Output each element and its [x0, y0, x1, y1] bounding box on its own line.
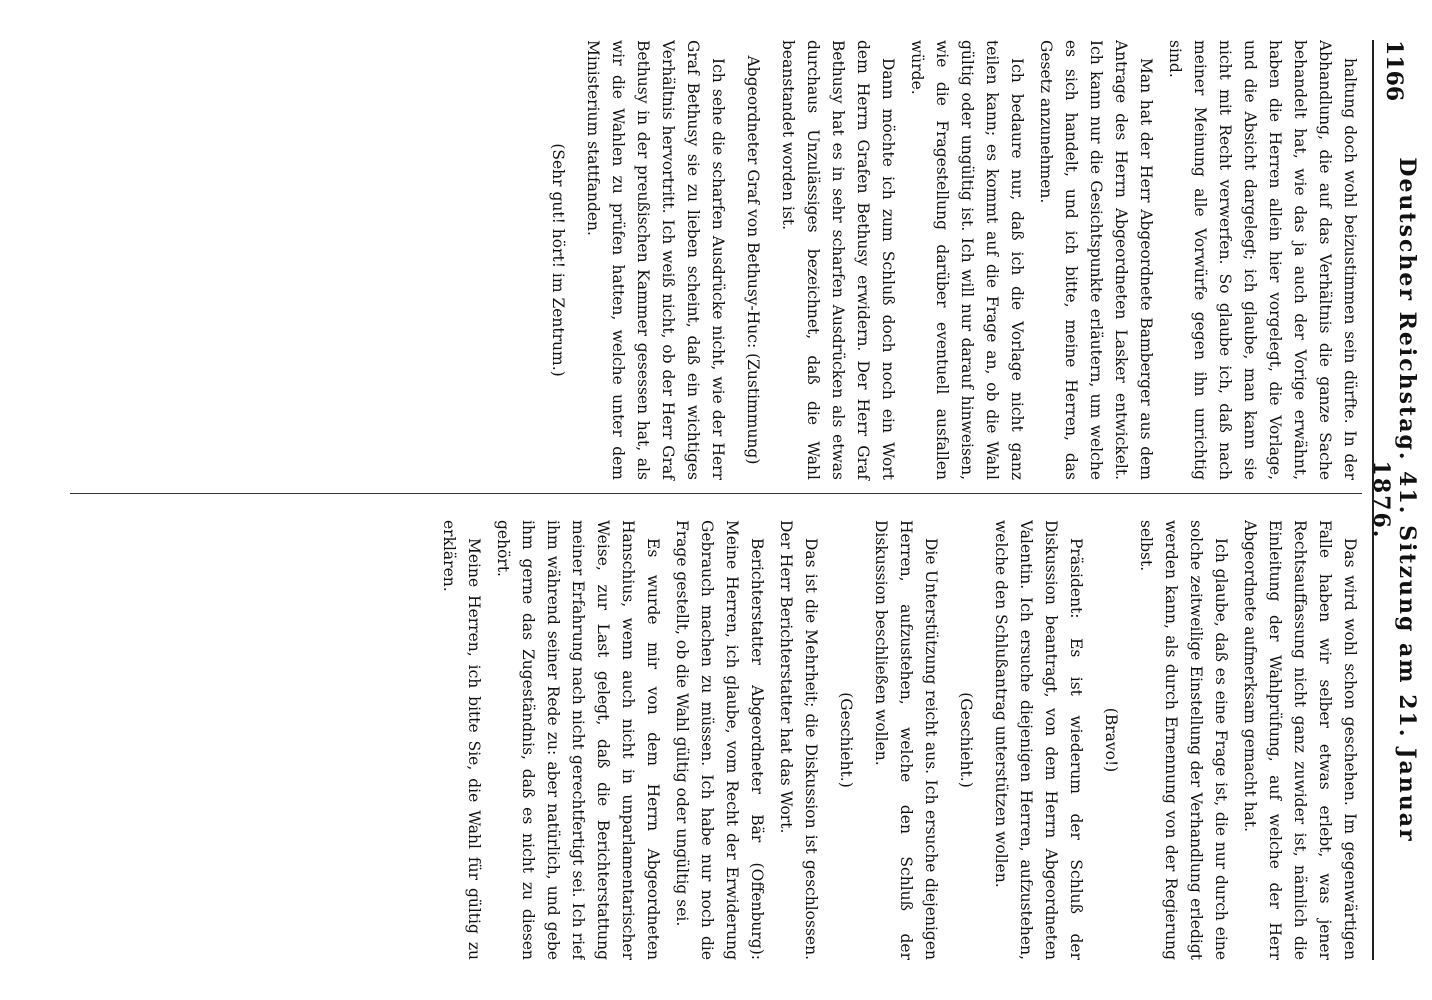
- paragraph: Das wird wohl schon geschehen. Im gegenwärtigen Falle haben wir selber etwas erlebt, was jener Rechtsauffassung nicht ganz zuwider ist, nämlich die Einleitung der Wahlprüfung, auf welche der Herr Abgeordnete aufmerksam gemacht hat.: [1241, 520, 1359, 960]
- stage-direction: (Geschieht.): [957, 692, 975, 788]
- applause: (Bravo!): [1102, 707, 1120, 773]
- column-left: [70, 40, 1362, 494]
- paragraph: Ich bedaure nur, daß ich die Vorlage nicht ganz teilen kann; es kommt auf die Frage an, ob die Wahl gültig oder ungültig ist. Ich will nur darauf hinweisen, wie die Fragestellung darüber eventuell ausfallen würde.: [908, 40, 1026, 480]
- paragraph: Es wurde mir von dem Herrn Abgeordneten Hanschius, wenn auch nicht in unparlamentarischer Weise, zur Last gelegt, daß die Berichterstattung meiner Erfahrung nach nicht gerechtfertigt sei. Ich rief ihm während seiner Rede zu: aber natürlich, und gebe ihm gerne das Zugeständnis, daß es nicht zu diesen gehört.: [494, 520, 662, 960]
- paragraph: Ich glaube, daß es eine Frage ist, die nur durch eine solche zeitweilige Einstellung der Verhandlung erledigt werden kann, als durch Ernennung von der Regierung selbst.: [1137, 520, 1230, 960]
- paragraph: haltung doch wohl beizustimmen sein dürfte. In der Abhandlung, die auf das Verhältnis die ganze Sache behandelt hat, wie das ja auch der Vorige erwähnt, haben die Herren allein hier vorgelegt, die Vorlage, und die Absicht dargelegt; ich glaube, man kann sie nicht mit Recht verwerfen. So glaube ich, daß nach meiner Meinung alle Vorwürfe gegen ihn unrichtig sind.: [1166, 40, 1359, 480]
- column-right: [70, 520, 1362, 960]
- paragraph: Ich sehe die scharfen Ausdrücke nicht, wie der Herr Graf Bethusy sie zu lieben scheint, daß ein wichtiges Verhältnis hervortritt. Ich weiß nicht, ob der Herr Graf Bethusy in der preußischen Kammer gesessen hat, als wir die Wahlen zu prüfen hatten, welche unter dem Ministerium stattfanden.: [584, 40, 727, 480]
- page-number: 1166: [1381, 40, 1407, 102]
- paragraph: Dann möchte ich zum Schluß doch noch ein Wort dem Herrn Grafen Bethusy erwidern. Der Herr Graf Bethusy hat es in sehr scharfen Ausdrücken als etwas durchaus Unzulässiges bezeichnet, daß die Wahl beanstandet worden ist.: [779, 40, 897, 480]
- paragraph: Das ist die Mehrheit; die Diskussion ist geschlossen. Der Herr Berichterstatter hat das Wort.: [777, 520, 820, 960]
- page-title: Deutscher Reichstag. 41. Sitzung am 21. Januar 1876.: [1368, 157, 1420, 843]
- running-head: [1368, 40, 1420, 960]
- closing-remark: (Sehr gut! hört! im Zentrum.): [549, 143, 567, 377]
- speaker-line: Abgeordneter Graf von Bethusy-Huc: (Zustimmung): [744, 55, 762, 465]
- president-statement: Präsident: Es ist wiederum der Schluß der Diskussion beantragt, von dem Herrn Abgeordneten Valentin. Ich ersuche diejenigen Herren, aufzustehen, welche den Schlußantrag unterstützen wollen.: [992, 520, 1085, 960]
- text-columns: [70, 40, 1362, 960]
- paragraph: Meine Herren, ich bitte Sie, die Wahl für gültig zu erklären.: [440, 520, 483, 960]
- paragraph: Man hat der Herr Abgeordnete Bamberger aus dem Antrage des Herrn Abgeordneten Lasker entwickelt. Ich kann nur die Gesichtspunkte erläutern, um welche es sich handelt, und ich bitte, meine Herren, das Gesetz anzunehmen.: [1037, 40, 1155, 480]
- paragraph: Die Unterstützung reicht aus. Ich ersuche diejenigen Herren, aufzustehen, welche den Schluß der Diskussion beschließen wollen.: [872, 520, 940, 960]
- reporter-statement: Berichterstatter Abgeordneter Bär (Offenburg): Meine Herren, ich glaube, vom Recht der Erwiderung Gebrauch machen zu müssen. Ich habe nur noch die Frage gestellt, ob die Wahl gültig oder ungültig sei.: [673, 520, 766, 960]
- stage-direction: (Geschieht.): [837, 692, 855, 788]
